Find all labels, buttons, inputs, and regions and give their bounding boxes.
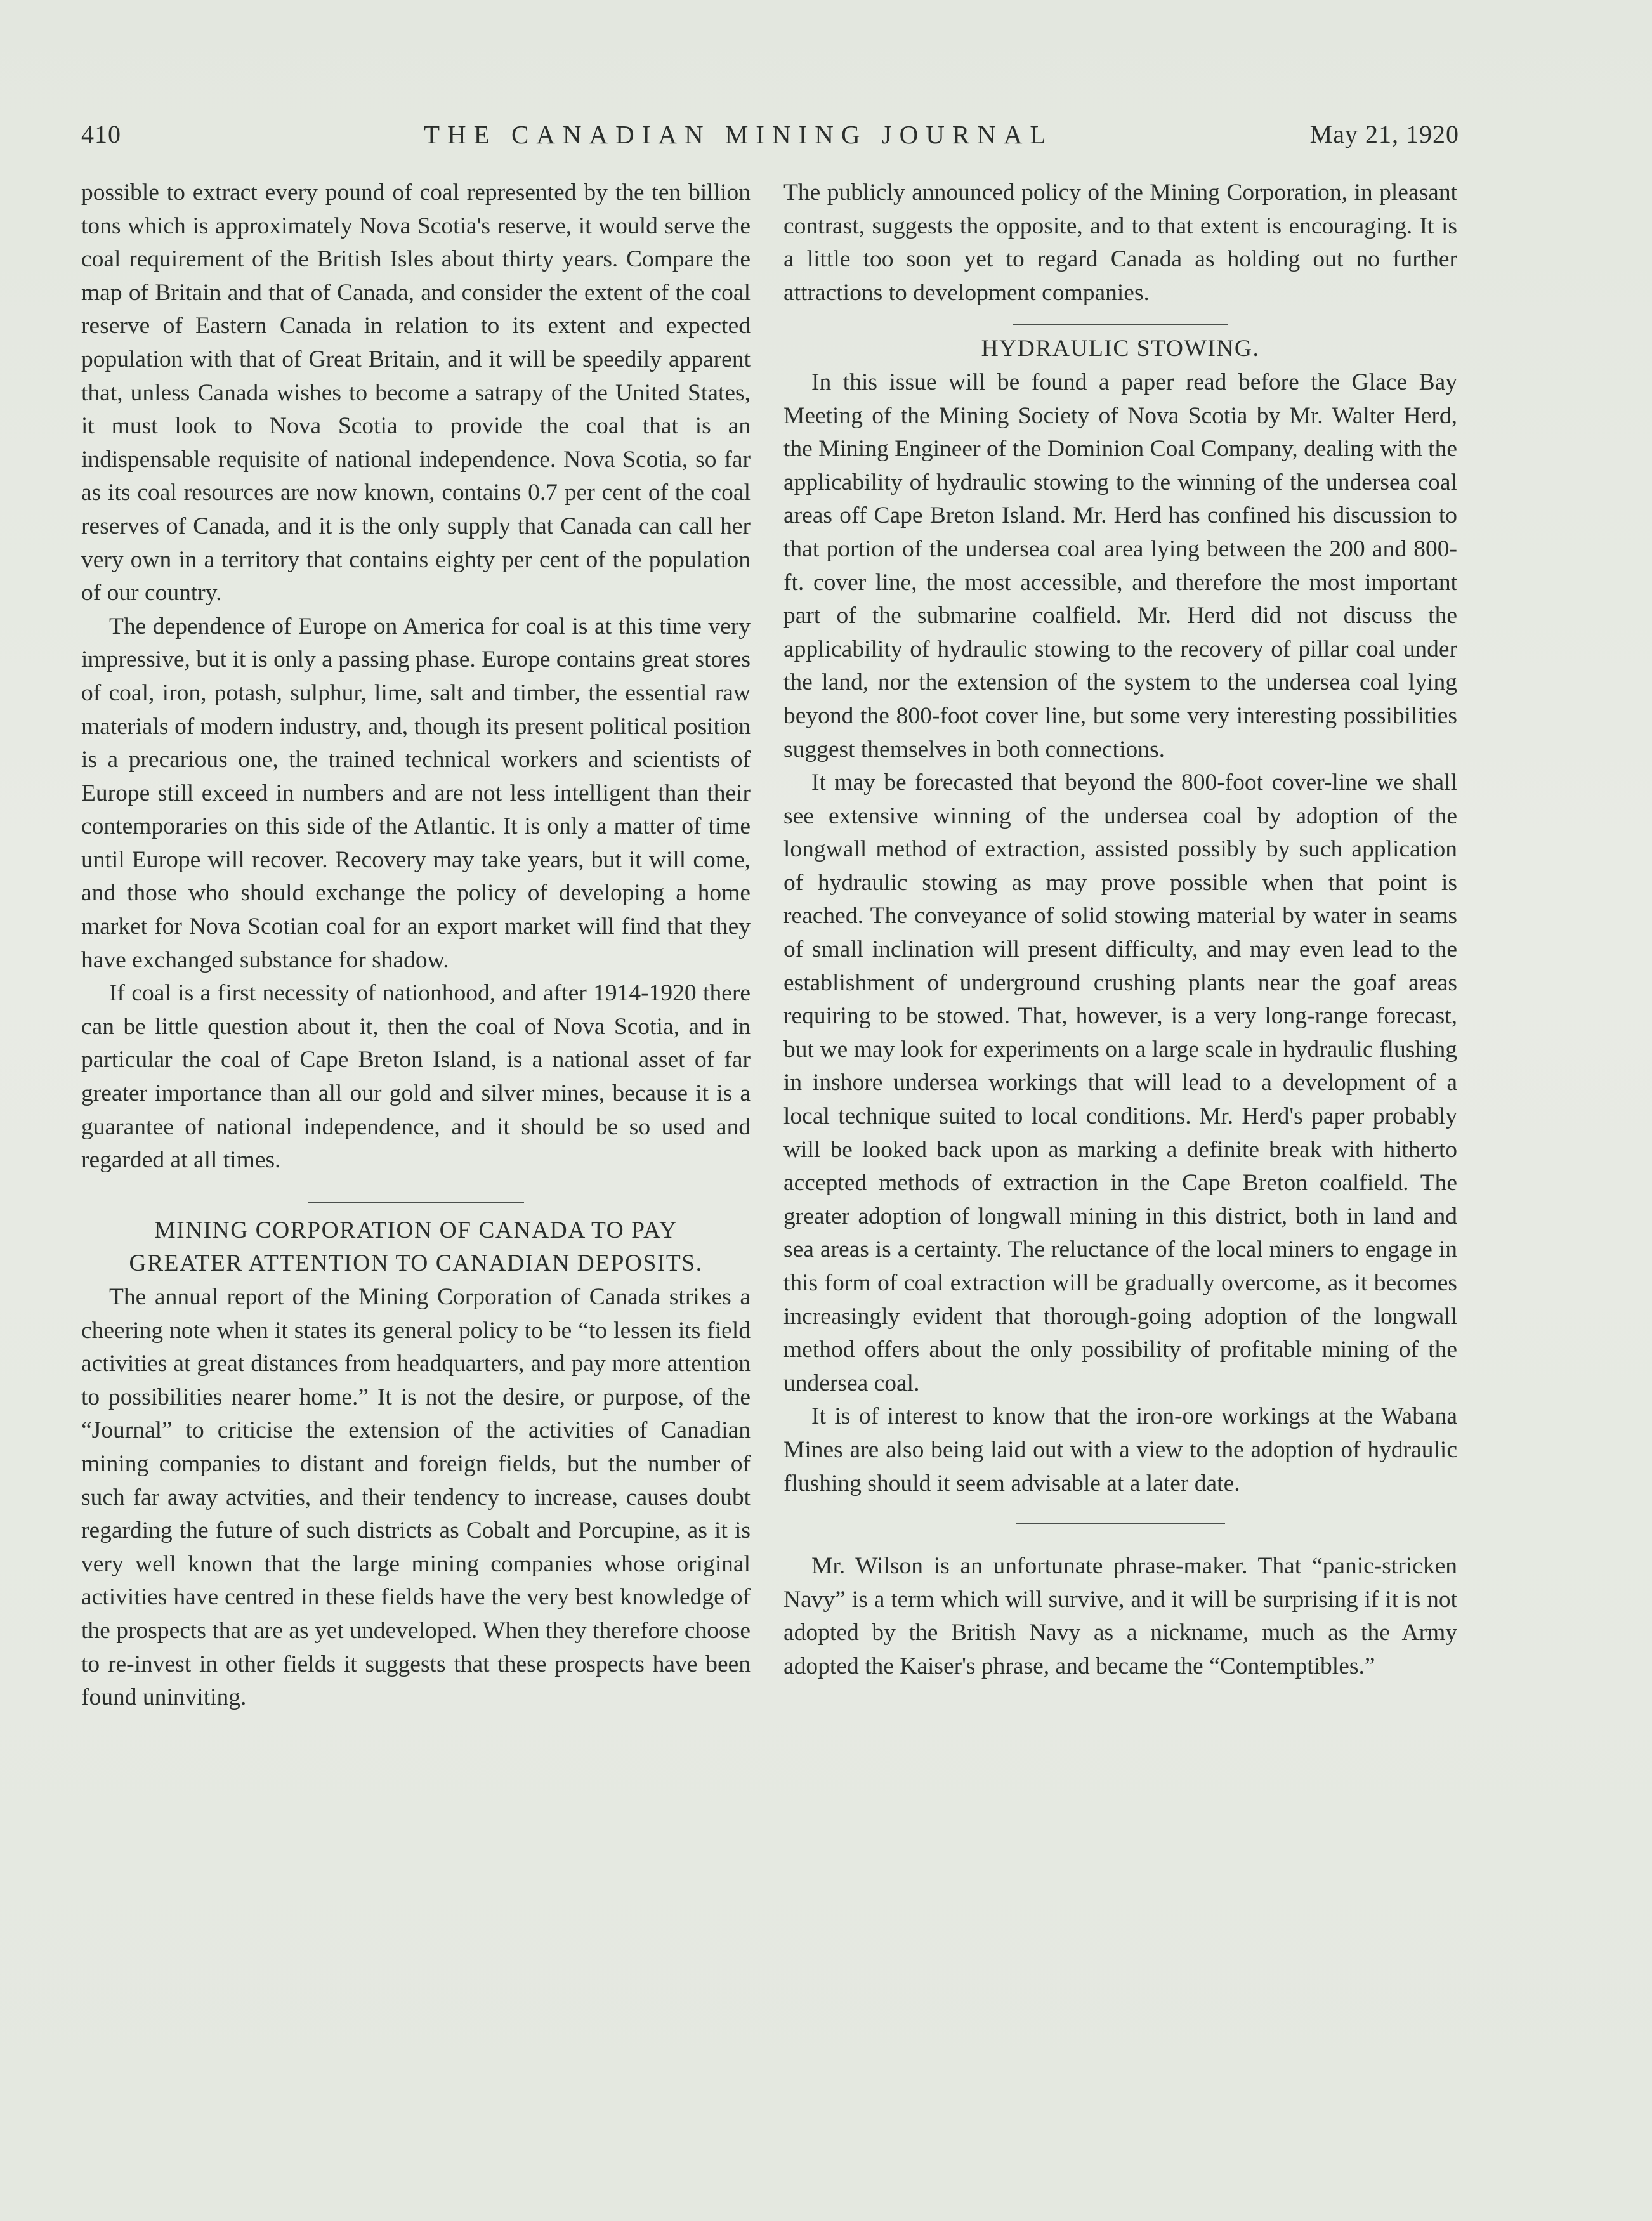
right-column [783,176,1457,1684]
right-paragraph-2: In this issue will be found a paper read before the Glace Bay Meeting of the Mining Society of Nova Scotia by Mr. Walter Herd, the Mining Engineer of the Dominion Coal Company, dealing with the applicability of hydraulic stowing to the winning of the undersea coal areas off Cape Breton Island. Mr. Herd has confined his discussion to that portion of the undersea coal area lying between the 200 and 800-ft. cover line, the most accessible, and therefore the most important part of the submarine coalfield. Mr. Herd did not discuss the applicability of hydraulic stowing to the recovery of pillar coal under the land, nor the extension of the system to the undersea coal lying beyond the 800-foot cover line, but some very interesting possibilities suggest themselves in both connections. [783,369,1457,763]
right-paragraph-3: It may be forecasted that beyond the 800-foot cover-line we shall see extensive winning of the undersea coal by adoption of the longwall method of extraction, assisted possibly by such application of hydraulic stowing as may prove possible when that point is reached. The conveyance of solid stowing material by water in seams of small inclination will present difficulty, and may even lead to the establishment of underground crushing plants near the goaf areas requiring to be stowed. That, however, is a very long-range forecast, but we may look for experiments on a large scale in hydraulic flushing in inshore undersea workings that will lead to a development of a local technique suited to local conditions. Mr. Herd's paper probably will be looked back upon as marking a definite break with hitherto accepted methods of extraction in the Cape Breton coalfield. The greater adoption of longwall mining in this district, both in land and sea areas is a certainty. The reluctance of the local miners to engage in this form of coal extraction will be gradually overcome, as it becomes increasingly evident that thorough-going adoption of the longwall method offers about the only possibility of profitable mining of the undersea coal. [783,770,1457,1396]
right-paragraph-5: Mr. Wilson is an unfortunate phrase-maker. That “panic-stricken Navy” is a term which will survive, and it will be surprising if it is not adopted by the British Navy as a nickname, much as the Army adopted the Kaiser's phrase, and became the “Contemptibles.” [783,1553,1457,1679]
left-column [81,176,751,1715]
section-divider [308,1202,524,1203]
journal-title: THE CANADIAN MINING JOURNAL [424,120,1054,149]
right-paragraph-1: The publicly announced policy of the Mining Corporation, in pleasant contrast, suggests the opposite, and to that extent is encouraging. It is a little too soon yet to regard Canada as holding out no further attractions to development companies. [783,180,1457,306]
issue-date: May 21, 1920 [1309,120,1459,148]
left-paragraph-4: The annual report of the Mining Corporation of Canada strikes a cheering note when it states its general policy to be “to lessen its field activities at great distances from headquarters, and pay more attention to possibilities nearer home.” It is not the desire, or purpose, of the “Journal” to criticise the extension of the activities of Canadian mining companies to distant and foreign fields, but the number of such far away actvities, and their tendency to increase, causes doubt regarding the future of such districts as Cobalt and Porcupine, as it is very well known that the large mining companies whose original activities have centred in these fields have the very best knowledge of the prospects that are as yet undeveloped. When they therefore choose to re-invest in other fields it suggests that these prospects have been found uninviting. [81,1284,751,1711]
page-number: 410 [81,120,121,148]
left-paragraph-3: If coal is a first necessity of nationhood, and after 1914-1920 there can be little question about it, then the coal of Nova Scotia, and in particular the coal of Cape Breton Island, is a national asset of far greater importance than all our gold and silver mines, because it is a guarantee of national independence, and it should be so used and regarded at all times. [81,980,751,1174]
article-heading-hydraulic-stowing: HYDRAULIC STOWING. [981,336,1260,362]
right-paragraph-4: It is of interest to know that the iron-ore workings at the Wabana Mines are also being laid out with a view to the adoption of hydraulic flushing should it seem advisable at a later date. [783,1403,1457,1497]
article-heading-mining-corporation: MINING CORPORATION OF CANADA TO PAY GREATER ATTENTION TO CANADIAN DEPOSITS. [129,1217,703,1277]
section-divider [1013,324,1228,325]
page-header [81,119,1459,157]
left-paragraph-1: possible to extract every pound of coal represented by the ten billion tons which is approximately Nova Scotia's reserve, it would serve the coal requirement of the British Isles about thirty years. Compare the map of Britain and that of Canada, and consider the extent of the coal reserve of Eastern Canada in relation to its extent and expected population with that of Great Britain, and it will be speedily apparent that, unless Canada wishes to become a satrapy of the United States, it must look to Nova Scotia to provide the coal that is an indispensable requisite of national independence. Nova Scotia, so far as its coal resources are now known, contains 0.7 per cent of the coal reserves of Canada, and it is the only supply that Canada can call her very own in a territory that contains eighty per cent of the population of our country. [81,180,751,606]
left-paragraph-2: The dependence of Europe on America for coal is at this time very impressive, but it is only a passing phase. Europe contains great stores of coal, iron, potash, sulphur, lime, salt and timber, the essential raw materials of modern industry, and, though its present political position is a precarious one, the trained technical workers and scientists of Europe still exceed in numbers and are not less intelligent than their contemporaries on this side of the Atlantic. It is only a matter of time until Europe will recover. Recovery may take years, but it will come, and those who should exchange the policy of developing a home market for Nova Scotian coal for an export market will find that they have exchanged substance for shadow. [81,613,751,973]
section-divider [1016,1523,1225,1524]
